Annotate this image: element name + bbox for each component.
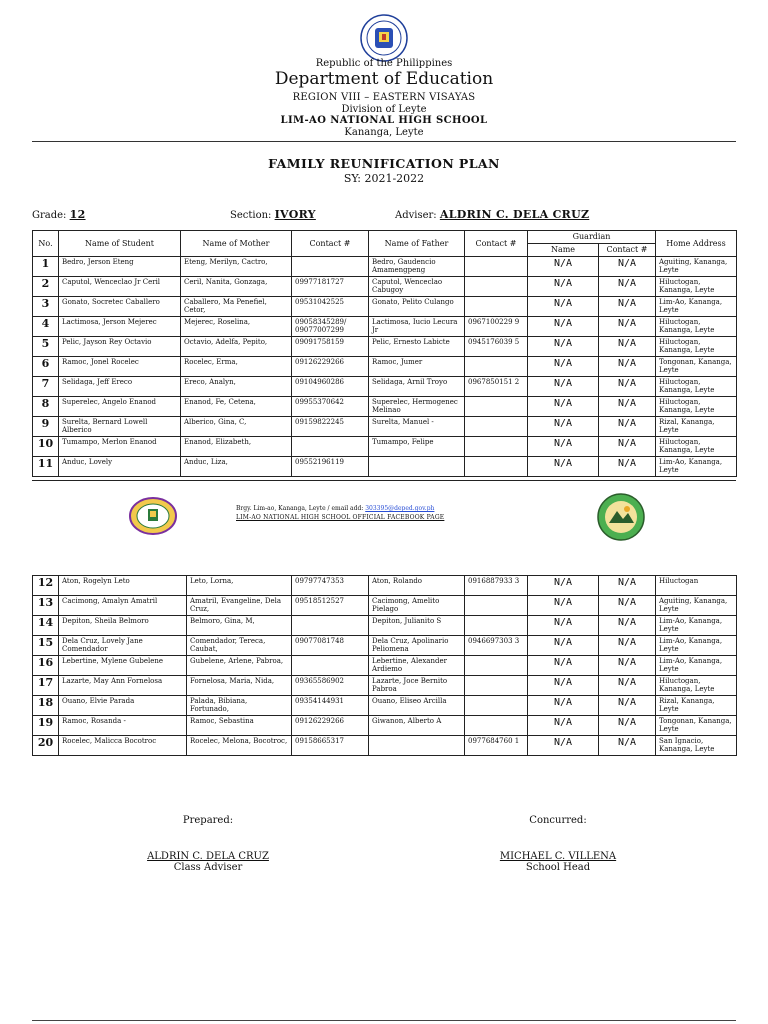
- table-row: [33, 716, 737, 736]
- table-row: [33, 736, 737, 756]
- department-name: Department of Education: [274, 69, 494, 89]
- student-name: Ouano, Elvie Parada: [59, 696, 187, 716]
- mother-contact: 09977181727: [292, 277, 369, 297]
- table-row: [33, 337, 737, 357]
- guardian-name: N/A: [528, 596, 599, 616]
- table-row: [33, 417, 737, 437]
- page-bottom-line: [32, 1020, 736, 1021]
- home-address: Aguiting, Kananga, Leyte: [656, 257, 737, 277]
- student-name: Cacimong, Amalyn Amatril: [59, 596, 187, 616]
- father-name: [369, 457, 465, 477]
- school-logo: [128, 496, 178, 536]
- home-address: San Ignacio, Kananga, Leyte: [656, 736, 737, 756]
- home-address: Hiluctogan, Kananga, Leyte: [656, 277, 737, 297]
- student-name: Gonato, Socretec Caballero: [59, 297, 181, 317]
- father-contact: [465, 257, 528, 277]
- father-name: [369, 736, 465, 756]
- mother-name: Caballero, Ma Penefiel, Cetor,: [181, 297, 292, 317]
- concurred-label: Concurred:: [529, 815, 587, 826]
- student-name: Selidaga, Jeff Ereco: [59, 377, 181, 397]
- mother-contact: 09158665317: [292, 736, 369, 756]
- mother-contact: 09365586902: [292, 676, 369, 696]
- home-address: Rizal, Kananga, Leyte: [656, 696, 737, 716]
- father-contact: [465, 656, 528, 676]
- guardian-contact: N/A: [599, 297, 656, 317]
- father-contact: [465, 696, 528, 716]
- mother-contact: 09531042525: [292, 297, 369, 317]
- home-address: Aguiting, Kananga, Leyte: [656, 596, 737, 616]
- header-student: Name of Student: [59, 231, 181, 257]
- guardian-name: N/A: [528, 397, 599, 417]
- table-row: [33, 437, 737, 457]
- table-row: [33, 357, 737, 377]
- home-address: Tongonan, Kananga, Leyte: [656, 716, 737, 736]
- father-name: Depiton, Julianito S: [369, 616, 465, 636]
- home-address: Hiluctogan, Kananga, Leyte: [656, 437, 737, 457]
- row-number: 4: [33, 317, 59, 337]
- mother-contact: 09354144931: [292, 696, 369, 716]
- row-number: 7: [33, 377, 59, 397]
- table-row: [33, 576, 737, 596]
- father-contact: [465, 676, 528, 696]
- guardian-contact: N/A: [599, 696, 656, 716]
- father-name: Gonato, Pelito Culango: [369, 297, 465, 317]
- header-guardian-name: Name: [528, 244, 599, 257]
- table-row: [33, 297, 737, 317]
- header-guardian: Guardian: [528, 231, 656, 244]
- guardian-contact: N/A: [599, 636, 656, 656]
- mother-contact: 09955370642: [292, 397, 369, 417]
- row-number: 14: [33, 616, 59, 636]
- concurred-name: MICHAEL C. VILLENA: [499, 851, 617, 862]
- student-name: Lazarte, May Ann Fornelosa: [59, 676, 187, 696]
- home-address: Lim-Ao, Kananga, Leyte: [656, 616, 737, 636]
- row-number: 11: [33, 457, 59, 477]
- prepared-title: Class Adviser: [173, 862, 243, 873]
- father-name: Dela Cruz, Apolinario Peliomena: [369, 636, 465, 656]
- guardian-contact: N/A: [599, 277, 656, 297]
- mother-name: Amatril, Evangeline, Dela Cruz,: [187, 596, 292, 616]
- father-name: Ouano, Eliseo Arcilla: [369, 696, 465, 716]
- school-town: Kananga, Leyte: [344, 127, 424, 138]
- guardian-name: N/A: [528, 297, 599, 317]
- school-name: LIM-AO NATIONAL HIGH SCHOOL: [280, 115, 488, 126]
- row-number: 6: [33, 357, 59, 377]
- mother-name: Belmoro, Gina, M,: [187, 616, 292, 636]
- mother-name: Rocelec, Melona, Bocotroc,: [187, 736, 292, 756]
- home-address: Lim-Ao, Kananga, Leyte: [656, 636, 737, 656]
- student-name: Aton, Rogelyn Leto: [59, 576, 187, 596]
- mother-name: Ereco, Analyn,: [181, 377, 292, 397]
- father-name: Superelec, Hermogenec Melinao: [369, 397, 465, 417]
- section-info: Section: IVORY: [230, 208, 316, 221]
- row-number: 5: [33, 337, 59, 357]
- home-address: Lim-Ao, Kananga, Leyte: [656, 656, 737, 676]
- guardian-name: N/A: [528, 696, 599, 716]
- father-contact: 0946697303 3: [465, 636, 528, 656]
- father-contact: [465, 357, 528, 377]
- home-address: Hiluctogan, Kananga, Leyte: [656, 397, 737, 417]
- footer-facebook-link[interactable]: LIM-AO NATIONAL HIGH SCHOOL OFFICIAL FACEBOOK PAGE: [236, 514, 445, 521]
- mother-contact: 09126229266: [292, 716, 369, 736]
- guardian-contact: N/A: [599, 397, 656, 417]
- father-contact: 0967100229 9: [465, 317, 528, 337]
- header-no: No.: [33, 231, 59, 257]
- student-name: Rocelec, Malicca Bocotroc: [59, 736, 187, 756]
- student-name: Superelec, Angelo Enanod: [59, 397, 181, 417]
- student-name: Bedro, Jerson Eteng: [59, 257, 181, 277]
- mother-name: Anduc, Liza,: [181, 457, 292, 477]
- table-row: [33, 457, 737, 477]
- father-name: Caputol, Wenceclao Cabugoy: [369, 277, 465, 297]
- row-number: 8: [33, 397, 59, 417]
- row-number: 9: [33, 417, 59, 437]
- father-name: Surelta, Manuel -: [369, 417, 465, 437]
- father-name: Aton, Rolando: [369, 576, 465, 596]
- guardian-name: N/A: [528, 676, 599, 696]
- student-name: Anduc, Lovely: [59, 457, 181, 477]
- students-table-page2: [32, 575, 737, 756]
- mother-contact: 09104960286: [292, 377, 369, 397]
- father-contact: [465, 437, 528, 457]
- footer-email-link[interactable]: 303395@deped.gov.ph: [365, 505, 435, 512]
- father-contact: [465, 297, 528, 317]
- father-contact: 0916887933 3: [465, 576, 528, 596]
- father-contact: [465, 277, 528, 297]
- father-name: Tumampo, Felipe: [369, 437, 465, 457]
- father-name: Giwanon, Alberto A: [369, 716, 465, 736]
- guardian-name: N/A: [528, 317, 599, 337]
- row-number: 12: [33, 576, 59, 596]
- mother-name: Rocelec, Erma,: [181, 357, 292, 377]
- concurred-title: School Head: [525, 862, 591, 873]
- home-address: Hiluctogan, Kananga, Leyte: [656, 377, 737, 397]
- student-name: Depiton, Sheila Belmoro: [59, 616, 187, 636]
- father-contact: [465, 616, 528, 636]
- row-number: 1: [33, 257, 59, 277]
- row-number: 20: [33, 736, 59, 756]
- home-address: Lim-Ao, Kananga, Leyte: [656, 457, 737, 477]
- mother-contact: [292, 616, 369, 636]
- father-contact: [465, 596, 528, 616]
- student-name: Ramoc, Rosanda -: [59, 716, 187, 736]
- footer-address: Brgy. Lim-ao, Kananga, Leyte / email add: 303395@deped.gov.ph: [236, 505, 435, 512]
- guardian-name: N/A: [528, 576, 599, 596]
- republic-line: Republic of the Philippines: [315, 58, 453, 69]
- guardian-contact: N/A: [599, 736, 656, 756]
- student-name: Lebertine, Mylene Gubelene: [59, 656, 187, 676]
- header-mother-contact: Contact #: [292, 231, 369, 257]
- guardian-name: N/A: [528, 636, 599, 656]
- father-name: Bedro, Gaudencio Amamengpeng: [369, 257, 465, 277]
- region-line: REGION VIII – EASTERN VISAYAS: [292, 92, 476, 103]
- mother-contact: 09518512527: [292, 596, 369, 616]
- guardian-contact: N/A: [599, 457, 656, 477]
- header-father: Name of Father: [369, 231, 465, 257]
- guardian-contact: N/A: [599, 716, 656, 736]
- deped-seal-logo: [360, 14, 408, 62]
- mother-contact: 09159822245: [292, 417, 369, 437]
- table-row: [33, 257, 737, 277]
- father-name: Lebertine, Alexander Ardiemo: [369, 656, 465, 676]
- student-name: Pelic, Jayson Rey Octavio: [59, 337, 181, 357]
- mother-contact: 09552196119: [292, 457, 369, 477]
- guardian-name: N/A: [528, 437, 599, 457]
- table-row: [33, 636, 737, 656]
- header-address: Home Address: [656, 231, 737, 257]
- students-table-page1: [32, 230, 737, 477]
- student-name: Caputol, Wenceclao Jr Ceril: [59, 277, 181, 297]
- guardian-contact: N/A: [599, 437, 656, 457]
- guardian-contact: N/A: [599, 317, 656, 337]
- mother-name: Comendador, Tereca, Caubat,: [187, 636, 292, 656]
- home-address: Hiluctogan, Kananga, Leyte: [656, 317, 737, 337]
- adviser-info: Adviser: ALDRIN C. DELA CRUZ: [395, 208, 590, 221]
- student-name: Dela Cruz, Lovely Jane Comendador: [59, 636, 187, 656]
- guardian-name: N/A: [528, 357, 599, 377]
- mother-name: Palada, Bibiana, Fortunado,: [187, 696, 292, 716]
- father-name: Ramoc, Jumer: [369, 357, 465, 377]
- header-divider: [32, 141, 736, 142]
- guardian-name: N/A: [528, 377, 599, 397]
- table-row: [33, 676, 737, 696]
- home-address: Hiluctogan, Kananga, Leyte: [656, 676, 737, 696]
- father-contact: [465, 417, 528, 437]
- mother-name: Leto, Lorna,: [187, 576, 292, 596]
- father-contact: 0945176039 5: [465, 337, 528, 357]
- guardian-name: N/A: [528, 457, 599, 477]
- table-row: [33, 397, 737, 417]
- guardian-name: N/A: [528, 616, 599, 636]
- guardian-name: N/A: [528, 277, 599, 297]
- guardian-name: N/A: [528, 656, 599, 676]
- mother-contact: 09058345289/ 09077007299: [292, 317, 369, 337]
- guardian-contact: N/A: [599, 417, 656, 437]
- father-name: Cacimong, Amelito Pielago: [369, 596, 465, 616]
- row-number: 16: [33, 656, 59, 676]
- grade-info: Grade: 12: [32, 208, 86, 221]
- mother-contact: 09091758159: [292, 337, 369, 357]
- row-number: 18: [33, 696, 59, 716]
- mother-name: Eteng, Merilyn, Cactro,: [181, 257, 292, 277]
- header-father-contact: Contact #: [465, 231, 528, 257]
- student-name: Surelta, Bernard Lowell Alberico: [59, 417, 181, 437]
- guardian-contact: N/A: [599, 676, 656, 696]
- division-line: Division of Leyte: [341, 104, 427, 115]
- mother-name: Octavio, Adelfa, Pepito,: [181, 337, 292, 357]
- guardian-contact: N/A: [599, 616, 656, 636]
- guardian-name: N/A: [528, 736, 599, 756]
- mother-name: Enanod, Elizabeth,: [181, 437, 292, 457]
- row-number: 19: [33, 716, 59, 736]
- mother-name: Enanod, Fe, Cetena,: [181, 397, 292, 417]
- home-address: Hiluctogan: [656, 576, 737, 596]
- student-name: Ramoc, Jonel Rocelec: [59, 357, 181, 377]
- guardian-name: N/A: [528, 257, 599, 277]
- mother-name: Fornelosa, Maria, Nida,: [187, 676, 292, 696]
- father-name: Selidaga, Arnil Troyo: [369, 377, 465, 397]
- mother-name: Ramoc, Sebastina: [187, 716, 292, 736]
- table-row: [33, 596, 737, 616]
- guardian-name: N/A: [528, 417, 599, 437]
- father-name: Pelic, Ernesto Labicte: [369, 337, 465, 357]
- prepared-label: Prepared:: [182, 815, 234, 826]
- mother-name: Gubelene, Arlene, Pabroa,: [187, 656, 292, 676]
- header-mother: Name of Mother: [181, 231, 292, 257]
- row-number: 13: [33, 596, 59, 616]
- father-name: Lazarte, Joce Bernito Pabroa: [369, 676, 465, 696]
- guardian-contact: N/A: [599, 357, 656, 377]
- table-row: [33, 317, 737, 337]
- prepared-name: ALDRIN C. DELA CRUZ: [147, 851, 269, 862]
- row-number: 15: [33, 636, 59, 656]
- guardian-contact: N/A: [599, 377, 656, 397]
- mother-name: Ceril, Nanita, Gonzaga,: [181, 277, 292, 297]
- home-address: Hiluctogan, Kananga, Leyte: [656, 337, 737, 357]
- row-number: 10: [33, 437, 59, 457]
- row-number: 3: [33, 297, 59, 317]
- father-name: Lactimosa, Iucio Lecura Jr: [369, 317, 465, 337]
- mother-contact: 09077081748: [292, 636, 369, 656]
- home-address: Tongonan, Kananga, Leyte: [656, 357, 737, 377]
- mother-name: Mejerec, Roselina,: [181, 317, 292, 337]
- student-name: Lactimosa, Jerson Mejerec: [59, 317, 181, 337]
- division-logo: [597, 493, 645, 541]
- table-row: [33, 377, 737, 397]
- school-year: SY: 2021-2022: [343, 172, 425, 185]
- mother-contact: 09797747353: [292, 576, 369, 596]
- mother-contact: [292, 656, 369, 676]
- row-number: 17: [33, 676, 59, 696]
- table-row: [33, 616, 737, 636]
- table-row: [33, 696, 737, 716]
- row-number: 2: [33, 277, 59, 297]
- mother-contact: 09126229266: [292, 357, 369, 377]
- document-title: FAMILY REUNIFICATION PLAN: [268, 156, 500, 171]
- table-row: [33, 656, 737, 676]
- guardian-contact: N/A: [599, 257, 656, 277]
- mother-contact: [292, 257, 369, 277]
- guardian-contact: N/A: [599, 337, 656, 357]
- header-guardian-contact: Contact #: [599, 244, 656, 257]
- home-address: Rizal, Kananga, Leyte: [656, 417, 737, 437]
- home-address: Lim-Ao, Kananga, Leyte: [656, 297, 737, 317]
- mother-contact: [292, 437, 369, 457]
- guardian-name: N/A: [528, 337, 599, 357]
- mother-name: Alberico, Gina, C,: [181, 417, 292, 437]
- student-name: Tumampo, Merlon Enanod: [59, 437, 181, 457]
- guardian-contact: N/A: [599, 656, 656, 676]
- father-contact: 0977684760 1: [465, 736, 528, 756]
- father-contact: [465, 716, 528, 736]
- page-break-line: [32, 480, 736, 481]
- guardian-contact: N/A: [599, 596, 656, 616]
- father-contact: [465, 397, 528, 417]
- guardian-name: N/A: [528, 716, 599, 736]
- guardian-contact: N/A: [599, 576, 656, 596]
- father-contact: 0967850151 2: [465, 377, 528, 397]
- father-contact: [465, 457, 528, 477]
- table-row: [33, 277, 737, 297]
